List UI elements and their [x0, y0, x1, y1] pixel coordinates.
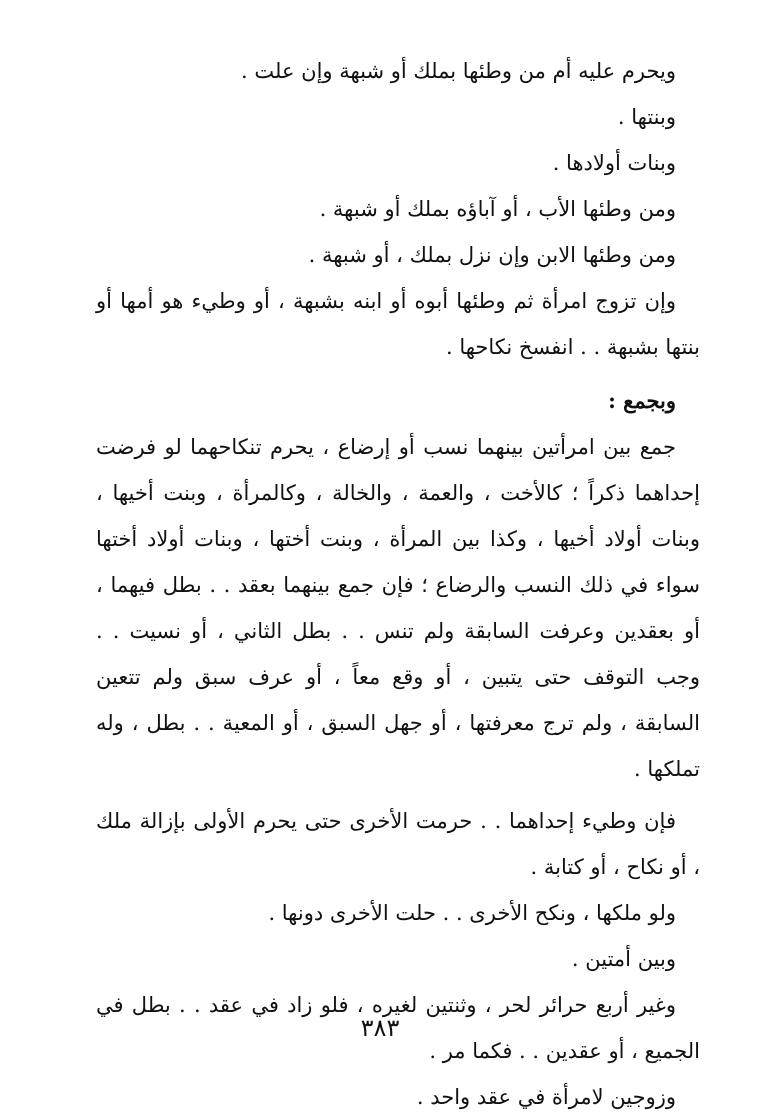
paragraph-8: فإن وطيء إحداهما . . حرمت الأخرى حتى يحرم الأولى بإزالة ملك ، أو نكاح ، أو كتابة .: [96, 809, 700, 879]
page-number: ٣٨٣: [360, 1014, 400, 1042]
paragraph-1: ويحرم عليه أم من وطئها بملك أو شبهة وإن علت .: [241, 59, 676, 83]
paragraph-12: وزوجين لامرأة في عقد واحد .: [416, 1085, 676, 1109]
section-heading: وبجمع :: [608, 388, 676, 413]
paragraph-3: وبنات أولادها .: [552, 151, 676, 175]
paragraph-9: ولو ملكها ، ونكح الأخرى . . حلت الأخرى دونها .: [268, 901, 676, 925]
paragraph-7: جمع بين امرأتين بينهما نسب أو إرضاع ، يحرم تنكاحهما لو فرضت إحداهما ذكراً ؛ كالأخت ، والعمة ، والخالة ، وكالمرأة ، وبنت أخيها ، وبنات أولاد أخيها ، وكذا بين المرأة ، وبنت أختها ، وبنات أولاد أختها سواء في ذلك النسب والرضاع ؛ فإن جمع بينهما بعقد . . بطل فيهما ، أو بعقدين وعرفت السابقة ولم تنس . . بطل الثاني ، أو نسيت . . وجب التوقف حتى يتبين ، أو وقع معاً ، أو عرف سبق ولم تتعين السابقة ، ولم ترج معرفتها ، أو جهل السبق ، أو المعية . . بطل ، وله تملكها .: [96, 435, 700, 781]
paragraph-11: وغير أربع حرائر لحر ، وثنتين لغيره ، فلو زاد في عقد . . بطل في الجميع ، أو عقدين . . فكما مر .: [96, 993, 700, 1063]
paragraph-2: وبنتها .: [617, 105, 676, 129]
paragraph-10: وبين أمتين .: [571, 947, 676, 971]
paragraph-4: ومن وطئها الأب ، أو آباؤه بملك أو شبهة .: [319, 197, 676, 221]
paragraph-6: وإن تزوج امرأة ثم وطئها أبوه أو ابنه بشبهة ، أو وطيء هو أمها أو بنتها بشبهة . . انفسخ نكاحها .: [96, 289, 700, 359]
paragraph-5: ومن وطئها الابن وإن نزل بملك ، أو شبهة .: [308, 243, 676, 267]
page-text: [96, 48, 700, 1120]
